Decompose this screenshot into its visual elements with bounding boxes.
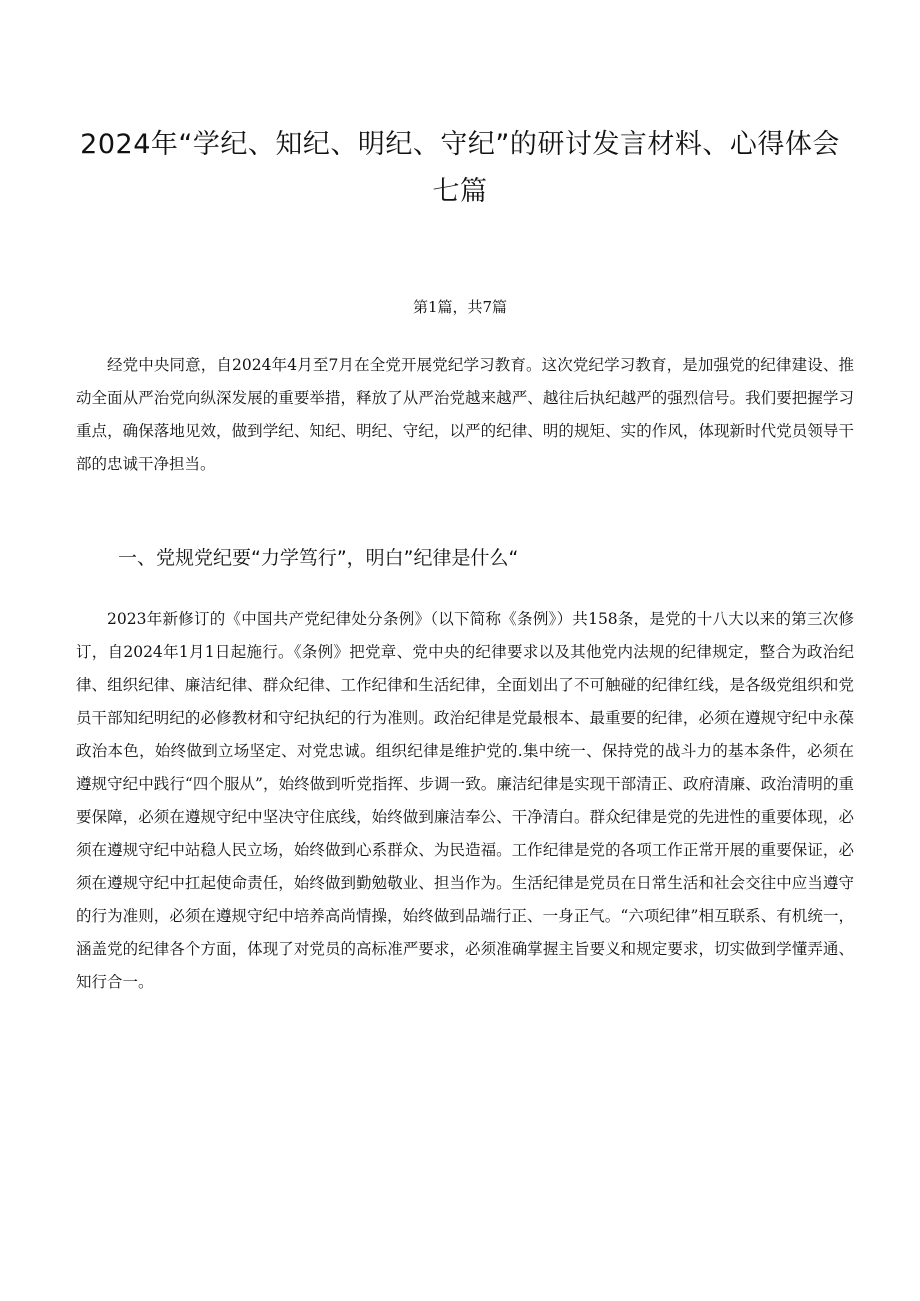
section-paragraph: 2023年新修订的《中国共产党纪律处分条例》（以下简称《条例》）共158条，是党的十八大以来的第三次修订，自2024年1月1日起施行。《条例》把党章、党中央的纪律要求以及其他党内法规的纪律规定，整合为政治纪律、组织纪律、廉洁纪律、群众纪律、工作纪律和生活纪律，全面划出了不可触碰的纪律红线，是各级党组织和党员干部知纪明纪的必修教材和守纪执纪的行为准则。政治纪律是党最根本、最重要的纪律，必须在遵规守纪中永葆政治本色，始终做到立场坚定、对党忠诚。组织纪律是维护党的.集中统一、保持党的战斗力的基本条件，必须在遵规守纪中践行“四个服从”，始终做到听党指挥、步调一致。廉洁纪律是实现干部清正、政府清廉、政治清明的重要保障，必须在遵规守纪中坚决守住底线，始终做到廉洁奉公、干净清白。群众纪律是党的先进性的重要体现，必须在遵规守纪中站稳人民立场，始终做到心系群众、为民造福。工作纪律是党的各项工作正常开展的重要保证，必须在遵规守纪中扛起使命责任，始终做到勤勉敬业、担当作为。生活纪律是党员在日常生活和社会交往中应当遵守的行为准则，必须在遵规守纪中培养高尚情操，始终做到品端行正、一身正气。“六项纪律”相互联系、有机统一，涵盖党的纪律各个方面，体现了对党员的高标准严要求，必须准确掌握主旨要义和规定要求，切实做到学懂弄通、知行合一。 xyxy=(76,610,854,991)
part-label: 第1篇，共7篇 xyxy=(412,298,508,316)
document-title: 2024年“学纪、知纪、明纪、守纪”的研讨发言材料、心得体会七篇 xyxy=(80,129,840,207)
section-heading: 一、党规党纪要“力学笃行”，明白”纪律是什么“ xyxy=(118,547,519,569)
intro-paragraph: 经党中央同意，自2024年4月至7月在全党开展党纪学习教育。这次党纪学习教育，是加强党的纪律建设、推动全面从严治党向纵深发展的重要举措，释放了从严治党越来越严、越往后执纪越严的强烈信号。我们要把握学习重点，确保落地见效，做到学纪、知纪、明纪、守纪，以严的纪律、明的规矩、实的作风，体现新时代党员领导干部的忠诚干净担当。 xyxy=(76,356,854,473)
